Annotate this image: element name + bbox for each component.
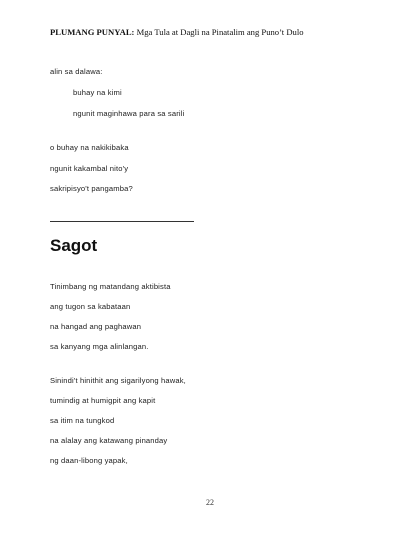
poem-line: alin sa dalawa: (50, 67, 103, 76)
poem-line: ang tugon sa kabataan (50, 302, 131, 311)
poem-line: na hangad ang paghawan (50, 322, 142, 331)
page-number: 22 (206, 498, 214, 507)
poem-line: na alalay ang katawang pinanday (50, 436, 168, 445)
section-title: Sagot (50, 236, 98, 255)
poem-line: tumindig at humigpit ang kapit (50, 396, 156, 405)
poem-line: buhay na kimi (73, 88, 122, 97)
poem-line: ng daan-libong yapak, (50, 456, 128, 465)
poem-line: o buhay na nakikibaka (50, 143, 129, 152)
poem-line: ngunit kakambal nito'y (50, 164, 129, 173)
poem-line: sakripisyo't pangamba? (50, 184, 133, 193)
poem-line: ngunit maginhawa para sa sarili (73, 109, 185, 118)
section-divider (50, 221, 194, 222)
book-title: PLUMANG PUNYAL: (50, 27, 135, 37)
book-subtitle: Mga Tula at Dagli na Pinatalim ang Puno’t Dulo (134, 27, 304, 37)
poem-line: sa itim na tungkod (50, 416, 115, 425)
poem-line: Tinimbang ng matandang aktibista (50, 282, 171, 291)
poem-line: sa kanyang mga alinlangan. (50, 342, 149, 351)
running-header (50, 27, 304, 37)
poem-line: Sinindi't hinithit ang sigarilyong hawak, (50, 376, 186, 385)
